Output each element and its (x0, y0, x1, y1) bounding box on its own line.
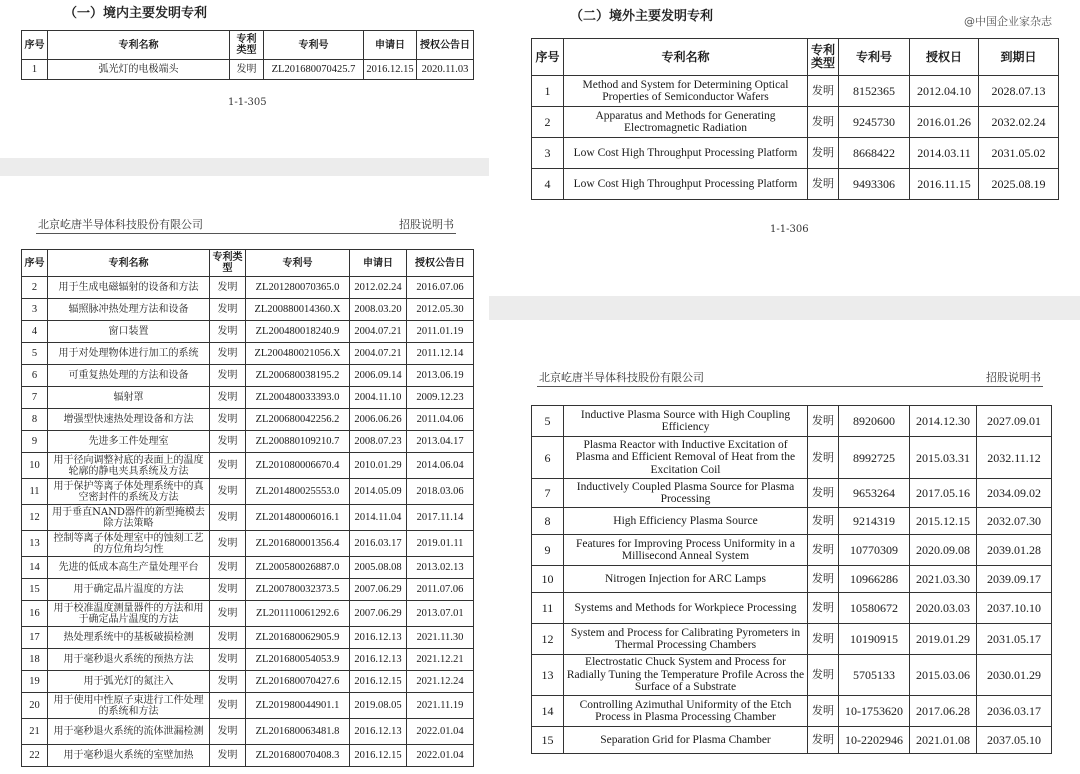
patent-number: ZL200880014360.X (246, 299, 350, 321)
row-number: 22 (22, 745, 48, 767)
patent-title: System and Process for Calibrating Pyrometers in Thermal Processing Chambers (564, 624, 808, 655)
date-2: 2019.01.11 (407, 531, 474, 557)
patent-title: 弧光灯的电极端头 (48, 60, 230, 80)
date-1: 2020.09.08 (910, 535, 977, 566)
table-row (532, 508, 1052, 535)
patent-type: 发明 (210, 671, 246, 693)
patent-title: Plasma Reactor with Inductive Excitation of Plasma and Efficient Removal of Heat from the Excitation Coil (564, 437, 808, 479)
patent-number: ZL200680042256.2 (246, 409, 350, 431)
watermark-text: @中国企业家杂志 (964, 15, 1052, 28)
date-1: 2021.01.08 (910, 727, 977, 754)
patent-type: 发明 (808, 479, 839, 508)
table-row (532, 593, 1052, 624)
patent-title: 用于弧光灯的氮注入 (48, 671, 210, 693)
patent-number: ZL201680070427.6 (246, 671, 350, 693)
patent-number: ZL201680001356.4 (246, 531, 350, 557)
date-1: 2016.12.13 (350, 627, 407, 649)
date-2: 2027.09.01 (977, 406, 1052, 437)
patent-title: 辐照脉冲热处理方法和设备 (48, 299, 210, 321)
patent-type: 发明 (230, 60, 264, 80)
domestic-section-title: （一）境内主要发明专利 (64, 6, 208, 21)
date-2: 2021.11.19 (407, 693, 474, 719)
date-1: 2016.01.26 (910, 107, 979, 138)
date-1: 2004.11.10 (350, 387, 407, 409)
domestic-patent-table-head (21, 30, 474, 80)
row-number: 15 (532, 727, 564, 754)
patent-title: 用于保护等离子体处理系统中的真空密封件的系统及方法 (48, 479, 210, 505)
patent-number: 9493306 (839, 169, 910, 200)
page-number-305: 1-1-305 (228, 97, 267, 108)
patent-title: Controlling Azimuthal Uniformity of the Etch Process in Plasma Processing Chamber (564, 696, 808, 727)
row-number: 17 (22, 627, 48, 649)
row-number: 9 (22, 431, 48, 453)
row-number: 5 (22, 343, 48, 365)
column-header: 专利名称 (564, 39, 808, 76)
row-number: 8 (532, 508, 564, 535)
date-1: 2017.05.16 (910, 479, 977, 508)
date-2: 2039.09.17 (977, 566, 1052, 593)
table-row (22, 531, 474, 557)
patent-title: 用于径向调整衬底的表面上的温度轮廓的静电夹具系统及方法 (48, 453, 210, 479)
row-number: 6 (22, 365, 48, 387)
patent-number: ZL200780032373.5 (246, 579, 350, 601)
table-row (22, 579, 474, 601)
column-header: 专利号 (264, 31, 364, 60)
patent-type: 发明 (210, 627, 246, 649)
date-1: 2014.03.11 (910, 138, 979, 169)
company-name: 北京屹唐半导体科技股份有限公司 (539, 371, 704, 384)
patent-number: ZL201080006670.4 (246, 453, 350, 479)
patent-type: 发明 (808, 535, 839, 566)
column-header: 授权公告日 (417, 31, 474, 60)
table-row (22, 601, 474, 627)
domestic-patent-table-cont (21, 249, 474, 767)
patent-number: ZL201680062905.9 (246, 627, 350, 649)
date-2: 2020.11.03 (417, 60, 474, 80)
patent-title: 先进多工件处理室 (48, 431, 210, 453)
row-number: 13 (532, 655, 564, 696)
table-header-row (532, 39, 1059, 76)
patent-number: ZL200480021056.X (246, 343, 350, 365)
patent-type: 发明 (808, 437, 839, 479)
patent-type: 发明 (808, 107, 839, 138)
date-2: 2012.05.30 (407, 299, 474, 321)
patent-title: 用于毫秒退火系统的室壁加热 (48, 745, 210, 767)
patent-number: 10-2202946 (839, 727, 910, 754)
row-number: 3 (532, 138, 564, 169)
patent-type: 发明 (210, 321, 246, 343)
table-row (22, 557, 474, 579)
patent-title: 用于毫秒退火系统的流体泄漏检测 (48, 719, 210, 745)
date-2: 2031.05.02 (979, 138, 1059, 169)
patent-type: 发明 (210, 479, 246, 505)
patent-number: ZL201680054053.9 (246, 649, 350, 671)
date-1: 2006.09.14 (350, 365, 407, 387)
patent-number: 9653264 (839, 479, 910, 508)
date-2: 2013.02.13 (407, 557, 474, 579)
document-type: 招股说明书 (399, 218, 454, 231)
patent-type: 发明 (808, 593, 839, 624)
patent-number: ZL200480033393.0 (246, 387, 350, 409)
row-number: 12 (22, 505, 48, 531)
date-2: 2034.09.02 (977, 479, 1052, 508)
table-row (532, 76, 1059, 107)
patent-title: Inductive Plasma Source with High Coupling Efficiency (564, 406, 808, 437)
page-gap-left (0, 158, 489, 176)
patent-title: 用于垂直NAND器件的新型掩模去除方法策略 (48, 505, 210, 531)
patent-type: 发明 (808, 138, 839, 169)
date-2: 2021.12.21 (407, 649, 474, 671)
row-number: 13 (22, 531, 48, 557)
date-1: 2014.12.30 (910, 406, 977, 437)
date-2: 2013.06.19 (407, 365, 474, 387)
column-header: 专利类型 (808, 39, 839, 76)
table-row (22, 453, 474, 479)
date-2: 2016.07.06 (407, 277, 474, 299)
date-1: 2015.03.06 (910, 655, 977, 696)
patent-title: Features for Improving Process Uniformity in a Millisecond Anneal System (564, 535, 808, 566)
row-number: 9 (532, 535, 564, 566)
date-1: 2020.03.03 (910, 593, 977, 624)
date-1: 2004.07.21 (350, 321, 407, 343)
column-header: 专利名称 (48, 31, 230, 60)
row-number: 11 (532, 593, 564, 624)
date-2: 2030.01.29 (977, 655, 1052, 696)
row-number: 14 (532, 696, 564, 727)
patent-title: 用于使用中性原子束进行工件处理的系统和方法 (48, 693, 210, 719)
patent-number: 10-1753620 (839, 696, 910, 727)
patent-type: 发明 (808, 406, 839, 437)
table-row (22, 387, 474, 409)
patent-type: 发明 (210, 531, 246, 557)
patent-title: High Efficiency Plasma Source (564, 508, 808, 535)
column-header: 到期日 (979, 39, 1059, 76)
date-1: 2016.03.17 (350, 531, 407, 557)
patent-title: 用于确定晶片温度的方法 (48, 579, 210, 601)
date-2: 2028.07.13 (979, 76, 1059, 107)
document-type: 招股说明书 (986, 371, 1041, 384)
foreign-section-title: （二）境外主要发明专利 (570, 9, 714, 24)
row-number: 3 (22, 299, 48, 321)
patent-title: 用于校准温度测量器件的方法和用于确定晶片温度的方法 (48, 601, 210, 627)
table-row (22, 431, 474, 453)
column-header: 专利号 (839, 39, 910, 76)
patent-number: ZL201480006016.1 (246, 505, 350, 531)
table-row (22, 479, 474, 505)
date-1: 2016.12.15 (350, 745, 407, 767)
date-2: 2013.07.01 (407, 601, 474, 627)
table-row (22, 409, 474, 431)
date-1: 2015.12.15 (910, 508, 977, 535)
date-1: 2021.03.30 (910, 566, 977, 593)
date-2: 2031.05.17 (977, 624, 1052, 655)
patent-type: 发明 (210, 365, 246, 387)
patent-type: 发明 (210, 431, 246, 453)
patent-number: 10966286 (839, 566, 910, 593)
row-number: 16 (22, 601, 48, 627)
date-1: 2012.02.24 (350, 277, 407, 299)
patent-number: ZL201680070408.3 (246, 745, 350, 767)
patent-type: 发明 (210, 693, 246, 719)
patent-title: 可重复热处理的方法和设备 (48, 365, 210, 387)
patent-number: 8152365 (839, 76, 910, 107)
patent-type: 发明 (210, 579, 246, 601)
date-1: 2007.06.29 (350, 579, 407, 601)
row-number: 7 (22, 387, 48, 409)
patent-type: 发明 (210, 719, 246, 745)
patent-type: 发明 (210, 557, 246, 579)
column-header: 授权日 (910, 39, 979, 76)
page-number-306: 1-1-306 (770, 224, 809, 235)
patent-type: 发明 (210, 745, 246, 767)
row-number: 21 (22, 719, 48, 745)
date-2: 2022.01.04 (407, 719, 474, 745)
table-row (532, 107, 1059, 138)
patent-title: Method and System for Determining Optical Properties of Semiconductor Wafers (564, 76, 808, 107)
row-number: 20 (22, 693, 48, 719)
row-number: 8 (22, 409, 48, 431)
table-row (532, 169, 1059, 200)
table-row (532, 138, 1059, 169)
date-1: 2014.05.09 (350, 479, 407, 505)
row-number: 11 (22, 479, 48, 505)
patent-type: 发明 (808, 169, 839, 200)
table-header-row (22, 31, 474, 60)
table-row (22, 277, 474, 299)
date-1: 2010.01.29 (350, 453, 407, 479)
date-2: 2021.12.24 (407, 671, 474, 693)
patent-number: 10580672 (839, 593, 910, 624)
date-1: 2017.06.28 (910, 696, 977, 727)
table-row (22, 693, 474, 719)
row-number: 1 (22, 60, 48, 80)
patent-number: 10190915 (839, 624, 910, 655)
row-number: 4 (22, 321, 48, 343)
patent-type: 发明 (210, 453, 246, 479)
patent-title: 用于对处理物体进行加工的系统 (48, 343, 210, 365)
patent-title: 辐射罩 (48, 387, 210, 409)
date-1: 2016.11.15 (910, 169, 979, 200)
column-header: 序号 (22, 31, 48, 60)
patent-type: 发明 (210, 601, 246, 627)
date-2: 2021.11.30 (407, 627, 474, 649)
column-header: 专利名称 (48, 250, 210, 277)
patent-number: ZL200580026887.0 (246, 557, 350, 579)
patent-type: 发明 (210, 299, 246, 321)
date-2: 2037.05.10 (977, 727, 1052, 754)
row-number: 10 (532, 566, 564, 593)
row-number: 2 (532, 107, 564, 138)
patent-number: 5705133 (839, 655, 910, 696)
date-1: 2016.12.15 (350, 671, 407, 693)
date-2: 2025.08.19 (979, 169, 1059, 200)
date-2: 2011.01.19 (407, 321, 474, 343)
row-number: 15 (22, 579, 48, 601)
date-2: 2018.03.06 (407, 479, 474, 505)
patent-number: 8992725 (839, 437, 910, 479)
row-number: 18 (22, 649, 48, 671)
date-2: 2039.01.28 (977, 535, 1052, 566)
patent-type: 发明 (210, 409, 246, 431)
date-2: 2022.01.04 (407, 745, 474, 767)
date-1: 2007.06.29 (350, 601, 407, 627)
patent-number: ZL201110061292.6 (246, 601, 350, 627)
row-number: 1 (532, 76, 564, 107)
table-row (532, 535, 1052, 566)
patent-title: Inductively Coupled Plasma Source for Plasma Processing (564, 479, 808, 508)
date-2: 2011.07.06 (407, 579, 474, 601)
patent-type: 发明 (808, 624, 839, 655)
date-2: 2009.12.23 (407, 387, 474, 409)
patent-number: ZL200680038195.2 (246, 365, 350, 387)
table-row (532, 437, 1052, 479)
patent-title: Electrostatic Chuck System and Process for Radially Tuning the Temperature Profile Across the Surface of a Substrate (564, 655, 808, 696)
patent-title: 用于毫秒退火系统的预热方法 (48, 649, 210, 671)
date-2: 2032.11.12 (977, 437, 1052, 479)
patent-number: 8668422 (839, 138, 910, 169)
page-header-right (537, 370, 1043, 387)
patent-number: ZL201480025553.0 (246, 479, 350, 505)
date-1: 2012.04.10 (910, 76, 979, 107)
foreign-patent-table-cont (531, 405, 1052, 754)
date-1: 2014.11.04 (350, 505, 407, 531)
date-2: 2036.03.17 (977, 696, 1052, 727)
table-row (532, 727, 1052, 754)
patent-type: 发明 (808, 566, 839, 593)
table-row (22, 343, 474, 365)
patent-type: 发明 (808, 76, 839, 107)
patent-type: 发明 (808, 508, 839, 535)
table-row (22, 671, 474, 693)
patent-title: Low Cost High Throughput Processing Platform (564, 169, 808, 200)
row-number: 19 (22, 671, 48, 693)
date-1: 2019.08.05 (350, 693, 407, 719)
date-1: 2016.12.15 (364, 60, 417, 80)
patent-title: 窗口装置 (48, 321, 210, 343)
patent-type: 发明 (210, 277, 246, 299)
date-1: 2008.03.20 (350, 299, 407, 321)
row-number: 12 (532, 624, 564, 655)
patent-title: 热处理系统中的基板破损检测 (48, 627, 210, 649)
column-header: 授权公告日 (407, 250, 474, 277)
date-2: 2017.11.14 (407, 505, 474, 531)
patent-number: 9214319 (839, 508, 910, 535)
date-1: 2005.08.08 (350, 557, 407, 579)
patent-number: ZL200480018240.9 (246, 321, 350, 343)
patent-number: ZL201680063481.8 (246, 719, 350, 745)
company-name: 北京屹唐半导体科技股份有限公司 (38, 218, 203, 231)
date-1: 2015.03.31 (910, 437, 977, 479)
date-1: 2016.12.13 (350, 719, 407, 745)
column-header: 专利类型 (230, 31, 264, 60)
page-gap-right (489, 296, 1080, 320)
row-number: 5 (532, 406, 564, 437)
column-header: 专利类型 (210, 250, 246, 277)
patent-number: 9245730 (839, 107, 910, 138)
row-number: 2 (22, 277, 48, 299)
patent-title: 增强型快速热处理设备和方法 (48, 409, 210, 431)
table-row (532, 655, 1052, 696)
patent-title: 用于生成电磁辐射的设备和方法 (48, 277, 210, 299)
row-number: 14 (22, 557, 48, 579)
date-2: 2032.02.24 (979, 107, 1059, 138)
patent-type: 发明 (210, 649, 246, 671)
column-header: 序号 (22, 250, 48, 277)
column-header: 专利号 (246, 250, 350, 277)
date-2: 2011.12.14 (407, 343, 474, 365)
table-row (532, 566, 1052, 593)
patent-type: 发明 (210, 387, 246, 409)
column-header: 序号 (532, 39, 564, 76)
patent-number: ZL200880109210.7 (246, 431, 350, 453)
date-1: 2016.12.13 (350, 649, 407, 671)
table-row (22, 649, 474, 671)
patent-type: 发明 (210, 505, 246, 531)
table-row (22, 299, 474, 321)
patent-type: 发明 (808, 655, 839, 696)
table-row (22, 60, 474, 80)
column-header: 申请日 (350, 250, 407, 277)
patent-title: 控制等离子体处理室中的蚀刻工艺的方位角均匀性 (48, 531, 210, 557)
date-2: 2037.10.10 (977, 593, 1052, 624)
patent-type: 发明 (808, 727, 839, 754)
row-number: 7 (532, 479, 564, 508)
table-row (532, 696, 1052, 727)
patent-title: Systems and Methods for Workpiece Processing (564, 593, 808, 624)
date-1: 2008.07.23 (350, 431, 407, 453)
row-number: 6 (532, 437, 564, 479)
table-row (22, 365, 474, 387)
patent-title: Apparatus and Methods for Generating Electromagnetic Radiation (564, 107, 808, 138)
date-2: 2014.06.04 (407, 453, 474, 479)
date-2: 2032.07.30 (977, 508, 1052, 535)
table-row (532, 479, 1052, 508)
table-row (532, 624, 1052, 655)
patent-title: Separation Grid for Plasma Chamber (564, 727, 808, 754)
table-row (532, 406, 1052, 437)
date-2: 2011.04.06 (407, 409, 474, 431)
patent-title: Low Cost High Throughput Processing Platform (564, 138, 808, 169)
patent-number: ZL201680070425.7 (264, 60, 364, 80)
date-1: 2006.06.26 (350, 409, 407, 431)
patent-number: ZL201980044901.1 (246, 693, 350, 719)
column-header: 申请日 (364, 31, 417, 60)
row-number: 10 (22, 453, 48, 479)
patent-number: 8920600 (839, 406, 910, 437)
table-row (22, 745, 474, 767)
date-1: 2004.07.21 (350, 343, 407, 365)
table-row (22, 627, 474, 649)
patent-number: ZL201280070365.0 (246, 277, 350, 299)
patent-type: 发明 (210, 343, 246, 365)
patent-number: 10770309 (839, 535, 910, 566)
table-row (22, 505, 474, 531)
table-header-row (22, 250, 474, 277)
table-row (22, 321, 474, 343)
page-header-left (36, 218, 456, 234)
table-row (22, 719, 474, 745)
foreign-patent-table-head (531, 38, 1059, 200)
row-number: 4 (532, 169, 564, 200)
date-2: 2013.04.17 (407, 431, 474, 453)
patent-title: Nitrogen Injection for ARC Lamps (564, 566, 808, 593)
date-1: 2019.01.29 (910, 624, 977, 655)
patent-title: 先进的低成本高生产量处理平台 (48, 557, 210, 579)
patent-type: 发明 (808, 696, 839, 727)
